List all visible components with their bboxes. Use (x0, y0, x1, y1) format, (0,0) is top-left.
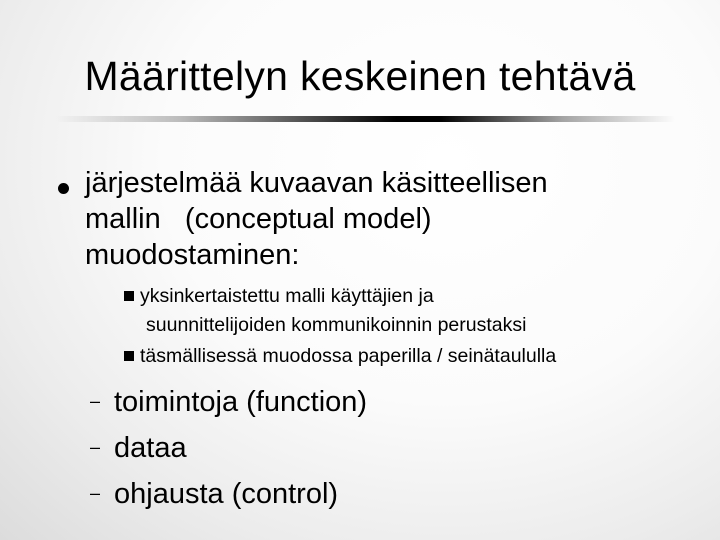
main-bullet-line: muodostaminen: (85, 239, 300, 271)
sub-bullet-line: täsmällisessä muodossa paperilla / seinätaululla (140, 345, 557, 367)
square-bullet-icon (124, 351, 134, 361)
main-bullet-text (85, 165, 665, 273)
dash-item-text: dataa (114, 432, 187, 464)
dash-bullet-icon: – (90, 483, 101, 503)
square-bullet-icon (124, 291, 134, 301)
dash-bullet-icon: – (90, 391, 101, 411)
bullet-dot-icon (58, 183, 69, 194)
sub-bullet-line: yksinkertaistettu malli käyttäjien ja (140, 285, 434, 307)
main-bullet-line: järjestelmää kuvaavan käsitteellisen (85, 167, 548, 199)
dash-item-text: ohjausta (control) (114, 478, 339, 510)
dash-item-text: toimintoja (function) (114, 386, 368, 418)
dash-item (90, 383, 367, 420)
sub-bullet-2 (124, 342, 704, 371)
dash-bullet-icon: – (90, 437, 101, 457)
sub-bullet-line: suunnittelijoiden kommunikoinnin perustaksi (146, 314, 527, 336)
sub-bullet-1 (124, 282, 704, 340)
main-bullet-line: mallin (conceptual model) (85, 203, 432, 235)
slide-title: Määrittelyn keskeinen tehtävä (84, 53, 636, 99)
dash-item (90, 429, 187, 466)
title-underline (55, 116, 675, 122)
dash-item (90, 475, 338, 512)
